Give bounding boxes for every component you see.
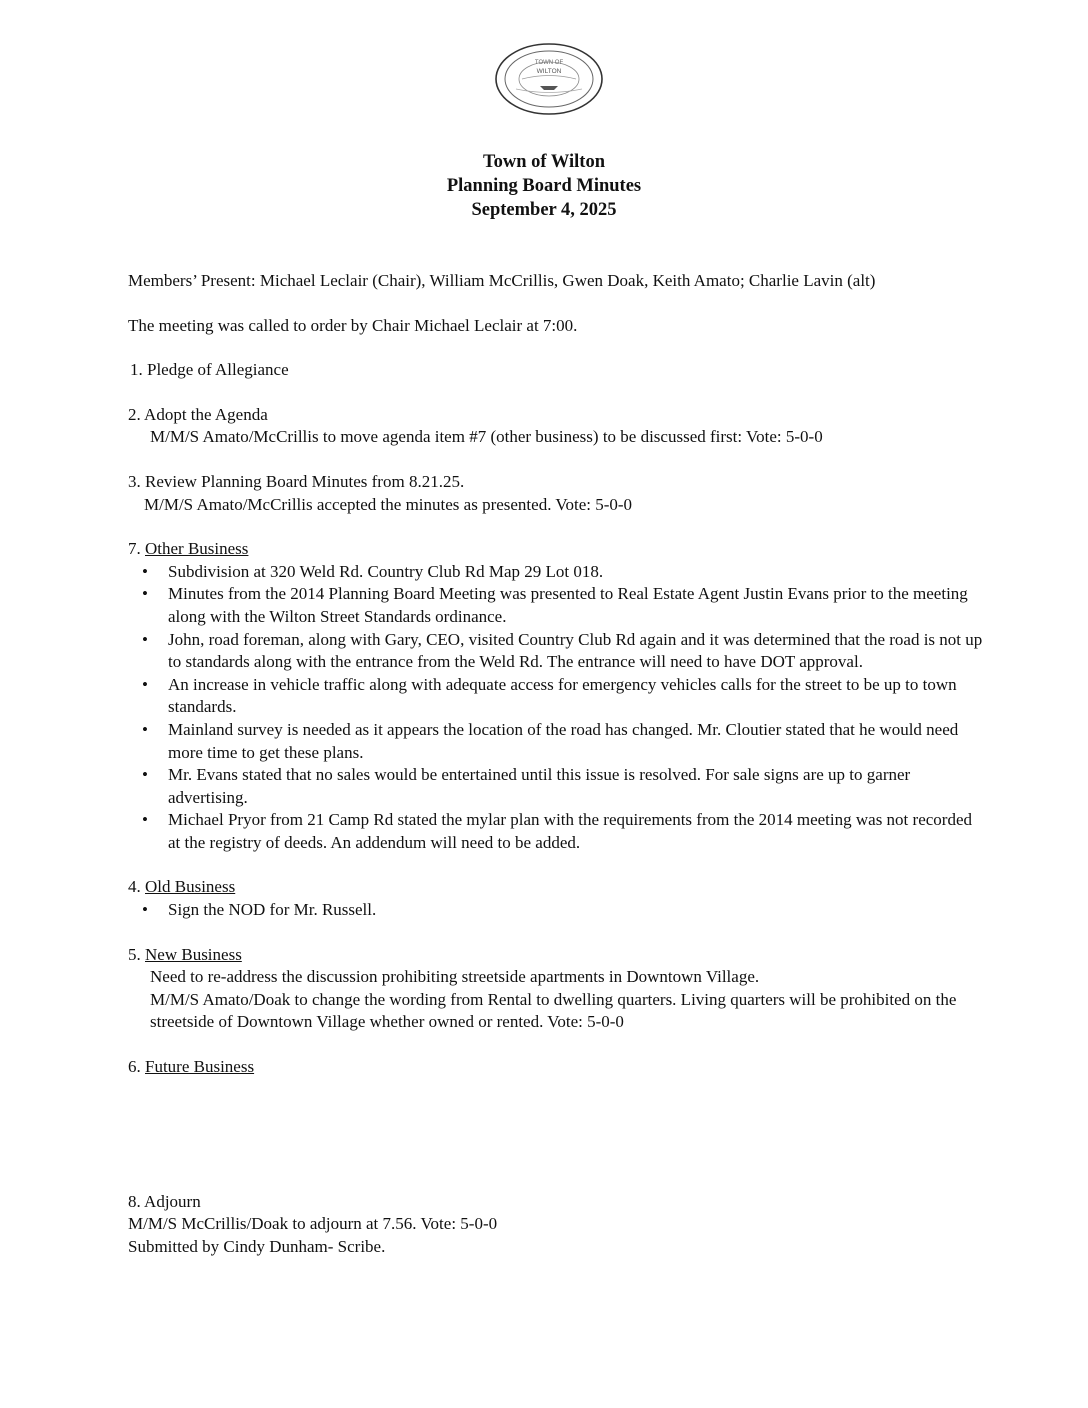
old-business-list xyxy=(128,899,988,922)
section-number: 6. xyxy=(128,1057,141,1077)
item-adjourn-motion: M/M/S McCrillis/Doak to adjourn at 7.56. Vote: 5-0-0 xyxy=(128,1214,498,1234)
section-title: Other Business xyxy=(145,539,249,559)
new-business-line: Need to re-address the discussion prohibiting streetside apartments in Downtown Village. xyxy=(150,967,760,987)
list-item: • Mainland survey is needed as it appears the location of the road has changed. Mr. Cloutier stated that he would need more time to get these plans. xyxy=(128,719,988,764)
item-other-business-heading xyxy=(128,538,988,561)
section-number: 4. xyxy=(128,877,141,897)
item-review-minutes-motion: M/M/S Amato/McCrillis accepted the minutes as presented. Vote: 5-0-0 xyxy=(144,494,633,514)
list-item: • Mr. Evans stated that no sales would be entertained until this issue is resolved. For sale signs are up to garner advertising. xyxy=(128,764,988,809)
item-pledge: 1. Pledge of Allegiance xyxy=(130,360,289,380)
minutes-body xyxy=(128,270,988,1258)
item-adjourn-heading: 8. Adjourn xyxy=(128,1191,201,1211)
item-adopt-agenda-heading: 2. Adopt the Agenda xyxy=(128,404,268,424)
document-title: Planning Board Minutes xyxy=(446,176,642,196)
town-name: Town of Wilton xyxy=(482,152,605,172)
submitted-by: Submitted by Cindy Dunham- Scribe. xyxy=(128,1236,386,1256)
item-old-business-heading xyxy=(128,876,988,899)
section-title: Future Business xyxy=(145,1057,255,1077)
svg-text:WILTON: WILTON xyxy=(536,68,562,75)
item-future-business-heading xyxy=(128,1056,988,1079)
list-item: • Sign the NOD for Mr. Russell. xyxy=(128,899,988,922)
list-item: • John, road foreman, along with Gary, CEO, visited Country Club Rd again and it was determined that the road is not up to standards along with the entrance from the Weld Rd. The entrance will need to have DOT approval. xyxy=(128,629,988,674)
members-present: Members’ Present: Michael Leclair (Chair), William McCrillis, Gwen Doak, Keith Amato; Charlie Lavin (alt) xyxy=(128,271,876,290)
section-title: Old Business xyxy=(145,877,236,897)
list-item: • An increase in vehicle traffic along with adequate access for emergency vehicles calls for the street to be up to town standards. xyxy=(128,674,988,719)
section-number: 7. xyxy=(128,539,141,559)
list-item: • Michael Pryor from 21 Camp Rd stated the mylar plan with the requirements from the 2014 meeting was not recorded at the registry of deeds. An addendum will need to be added. xyxy=(128,809,988,854)
item-adopt-agenda-motion: M/M/S Amato/McCrillis to move agenda item #7 (other business) to be discussed first: Vote: 5-0-0 xyxy=(150,427,823,447)
list-item: • Minutes from the 2014 Planning Board Meeting was presented to Real Estate Agent Justin Evans prior to the meeting along with the Wilton Street Standards ordinance. xyxy=(128,583,988,628)
svg-text:TOWN OF: TOWN OF xyxy=(534,60,564,66)
list-item: • Subdivision at 320 Weld Rd. Country Club Rd Map 29 Lot 018. xyxy=(128,561,988,584)
section-number: 5. xyxy=(128,944,141,964)
meeting-date: September 4, 2025 xyxy=(471,200,617,220)
town-seal-icon xyxy=(494,42,604,116)
document-header xyxy=(0,150,1088,222)
item-new-business-heading xyxy=(128,944,988,967)
call-to-order: The meeting was called to order by Chair Michael Leclair at 7:00. xyxy=(128,315,578,335)
section-title: New Business xyxy=(145,944,242,964)
item-review-minutes-heading: 3. Review Planning Board Minutes from 8.21.25. xyxy=(128,471,465,491)
other-business-list xyxy=(128,561,988,855)
new-business-motion: M/M/S Amato/Doak to change the wording from Rental to dwelling quarters. Living quarters will be prohibited on the streetside of Downtown Village whether owned or rented. Vote: 5-0-0 xyxy=(150,989,957,1032)
